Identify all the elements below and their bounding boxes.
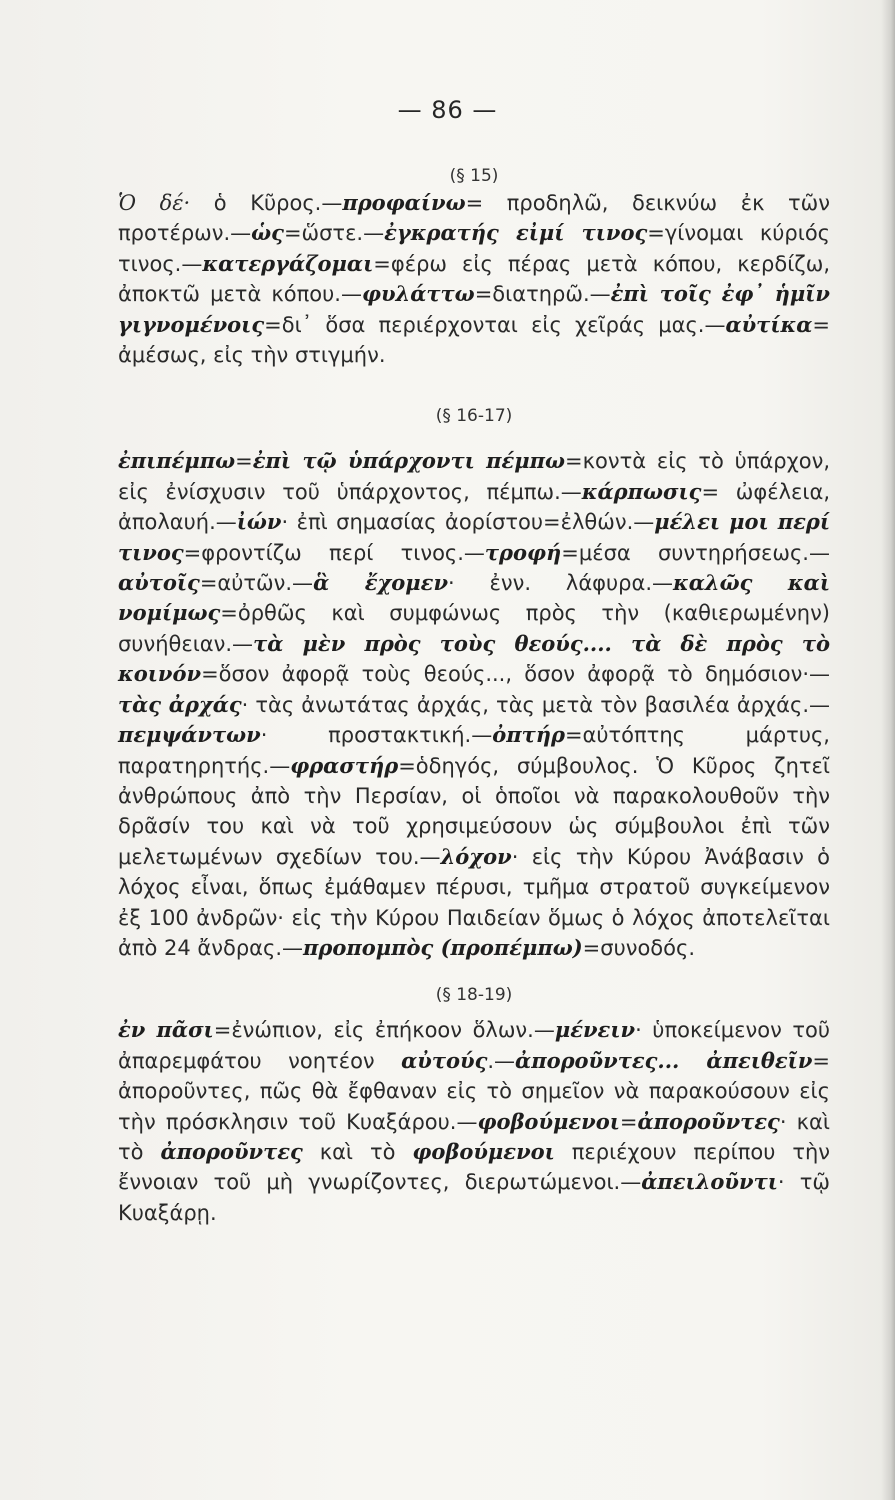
section-heading-16-17: (§ 16-17) (435, 406, 513, 427)
glossary-lemma: αὐτοῖς (118, 570, 200, 596)
gloss-text: · τὰς ἀνωτάτας ἀρχάς, τὰς μετὰ τὸν βασιλέα ἀρχάς.— (241, 692, 830, 717)
gloss-text: =ὅσον ἀφορᾷ τοὺς θεούς..., ὅσον ἀφορᾷ τὸ δημόσιον·— (201, 662, 830, 687)
gloss-text: =αὐτῶν.— (199, 571, 314, 596)
glossary-lemma: ἐπιπέμπω (118, 448, 236, 474)
glossary-lemma: φοβούμενοι (412, 1138, 555, 1164)
gloss-text: = προδηλῶ, δεικνύω ἐκ τῶν προτέρων.— (118, 191, 830, 246)
glossary-lemma: ὡς (251, 220, 284, 246)
gloss-text: περιέχουν περίπου τὴν ἔννοιαν τοῦ μὴ γνωρίζοντες, διερωτώμενοι.— (118, 1139, 831, 1195)
glossary-lemma: καλῶς καὶ νομίμως (118, 570, 830, 626)
gloss-text: =μέσα συντηρήσεως.— (561, 540, 830, 565)
glossary-lemma: κατεργάζομαι (202, 250, 374, 276)
gloss-text: =γίνομαι κύριός τινος.— (118, 221, 830, 276)
gloss-text: ὁ Κῦρος.— (190, 191, 343, 215)
gloss-text: · ὑποκείμενον τοῦ ἀπαρεμφάτου νοητέον (118, 1018, 831, 1073)
glossary-lemma: ἐγκρατής εἰμί τινος (384, 220, 648, 246)
glossary-lemma: ἐν πᾶσι (118, 1017, 214, 1043)
glossary-lemma: ἐπὶ τῷ ὑπάρχοντι πέμπω (252, 448, 566, 474)
gloss-text: = ἀποροῦντες, πῶς θὰ ἔφθαναν εἰς τὸ σημεῖον νὰ παρακούσουν εἰς τὴν πρόσκλησιν τοῦ Κυαξάρου.— (118, 1048, 830, 1134)
gloss-text: = ἀμέσως, εἰς τὴν στιγμήν. (118, 312, 830, 368)
glossary-lemma: αὐτούς (401, 1047, 488, 1073)
glossary-lemma: τὰ μὲν πρὸς τοὺς θεούς.... τὰ δὲ πρὸς τὸ κοινόν (118, 630, 830, 687)
section-paragraph-16-17 (118, 446, 830, 963)
page-number: — 86 — (397, 96, 498, 124)
gloss-text: =κοντὰ εἰς τὸ ὑπάρχον, εἰς ἐνίσχυσιν τοῦ ὑπάρχοντος, πέμπω.— (118, 449, 831, 504)
glossary-lemma: πεμψάντων (118, 722, 261, 748)
gloss-text: .— (487, 1048, 516, 1073)
glossary-lemma: φοβούμενοι (477, 1108, 620, 1134)
glossary-lemma: ἀποροῦντες... ἀπειθεῖν (515, 1047, 813, 1073)
section-paragraph-18-19 (118, 1015, 830, 1228)
gloss-text: · προστακτική.— (260, 723, 493, 748)
glossary-lemma: ἰών (236, 509, 282, 535)
gloss-text: =δι᾿ ὅσα περιέρχονται εἰς χεῖράς μας.— (264, 312, 726, 337)
glossary-lemma: ἀποροῦντες (160, 1138, 303, 1164)
glossary-lemma: προπομπὸς (προπέμπω) (303, 934, 583, 960)
quoted-phrase: Ὁ δέ· (118, 191, 191, 215)
gloss-text: =ἐνώπιον, εἰς ἐπήκοον ὅλων.— (213, 1018, 555, 1043)
glossary-lemma: τροφή (484, 539, 562, 565)
glossary-lemma: τὰς ἀρχάς (118, 691, 242, 717)
gloss-text: =αὐτόπτης μάρτυς, παρατηρητής.— (118, 723, 830, 778)
gloss-text: =ὁδηγός, σύμβουλος. Ὁ Κῦρος ζητεῖ ἀνθρώπους ἀπὸ τὴν Περσίαν, οἱ ὁποῖοι νὰ παρακολουθοῦν τὴν δρᾶσίν του καὶ νὰ τοῦ χρησιμεύσουν ὡς σύμβουλοι ἐπὶ τῶν μελετωμένων σχεδίων του.— (118, 753, 830, 869)
glossary-lemma: ἀποροῦντες (637, 1108, 780, 1134)
gloss-text: =διατηρῶ.— (474, 282, 611, 307)
gloss-text: · εἰς τὴν Κύρου Ἀνάβασιν ὁ λόχος εἶναι, ὅπως ἐμάθαμεν πέρυσι, τμῆμα στρατοῦ συγκείμενον ἐξ 100 ἀνδρῶν· εἰς τὴν Κύρου Παιδείαν ὅμως ὁ λόχος ἀποτελεῖται ἀπὸ 24 ἄνδρας.— (118, 844, 830, 960)
gloss-text: = (235, 449, 253, 474)
glossary-lemma: μένειν (554, 1017, 636, 1043)
gloss-text: καὶ τὸ (302, 1139, 413, 1164)
glossary-lemma: προφαίνω (342, 190, 466, 215)
glossary-lemma: ὀπτήρ (492, 722, 565, 748)
glossary-lemma: κάρπωσις (581, 478, 702, 504)
glossary-lemma: φραστήρ (290, 752, 399, 778)
section-heading-18-19: (§ 18-19) (435, 985, 513, 1006)
glossary-lemma: μέλει μοι περί τινος (118, 509, 830, 565)
page-edge-shadow (881, 0, 895, 1500)
glossary-lemma: αὐτίκα (725, 311, 813, 337)
gloss-text: · καὶ τὸ (118, 1109, 830, 1164)
gloss-text: = ὠφέλεια, ἀπολαυή.— (118, 479, 830, 535)
gloss-text: · τῷ Κυαξάρῃ. (118, 1170, 830, 1225)
glossary-lemma: λόχον (440, 843, 512, 869)
glossary-lemma: ἀπειλοῦντι (641, 1169, 778, 1195)
gloss-text: =ὥστε.— (283, 221, 385, 246)
gloss-text: =φροντίζω περί τινος.— (183, 540, 485, 565)
glossary-lemma: ἃ ἔχομεν (313, 570, 449, 596)
gloss-text: =ὀρθῶς καὶ συμφώνως πρὸς τὴν (καθιερωμένην) συνήθειαν.— (118, 601, 830, 656)
section-heading-15: (§ 15) (449, 166, 499, 186)
glossary-lemma: ἐπὶ τοῖς ἐφ᾿ ἡμῖν γιγνομένοις (118, 281, 830, 337)
gloss-text: =φέρω εἰς πέρας μετὰ κόπου, κερδίζω, ἀποκτῶ μετὰ κόπου.— (118, 251, 830, 307)
gloss-text: =συνοδός. (582, 935, 696, 960)
page-body (118, 160, 830, 1228)
gloss-text: · ἐνν. λάφυρα.— (448, 571, 674, 596)
gloss-text: = (619, 1109, 638, 1134)
glossary-lemma: φυλάττω (361, 281, 475, 307)
gloss-text: · ἐπὶ σημασίας ἀορίστου=ἐλθών.— (281, 510, 655, 535)
section-paragraph-15 (118, 188, 830, 370)
